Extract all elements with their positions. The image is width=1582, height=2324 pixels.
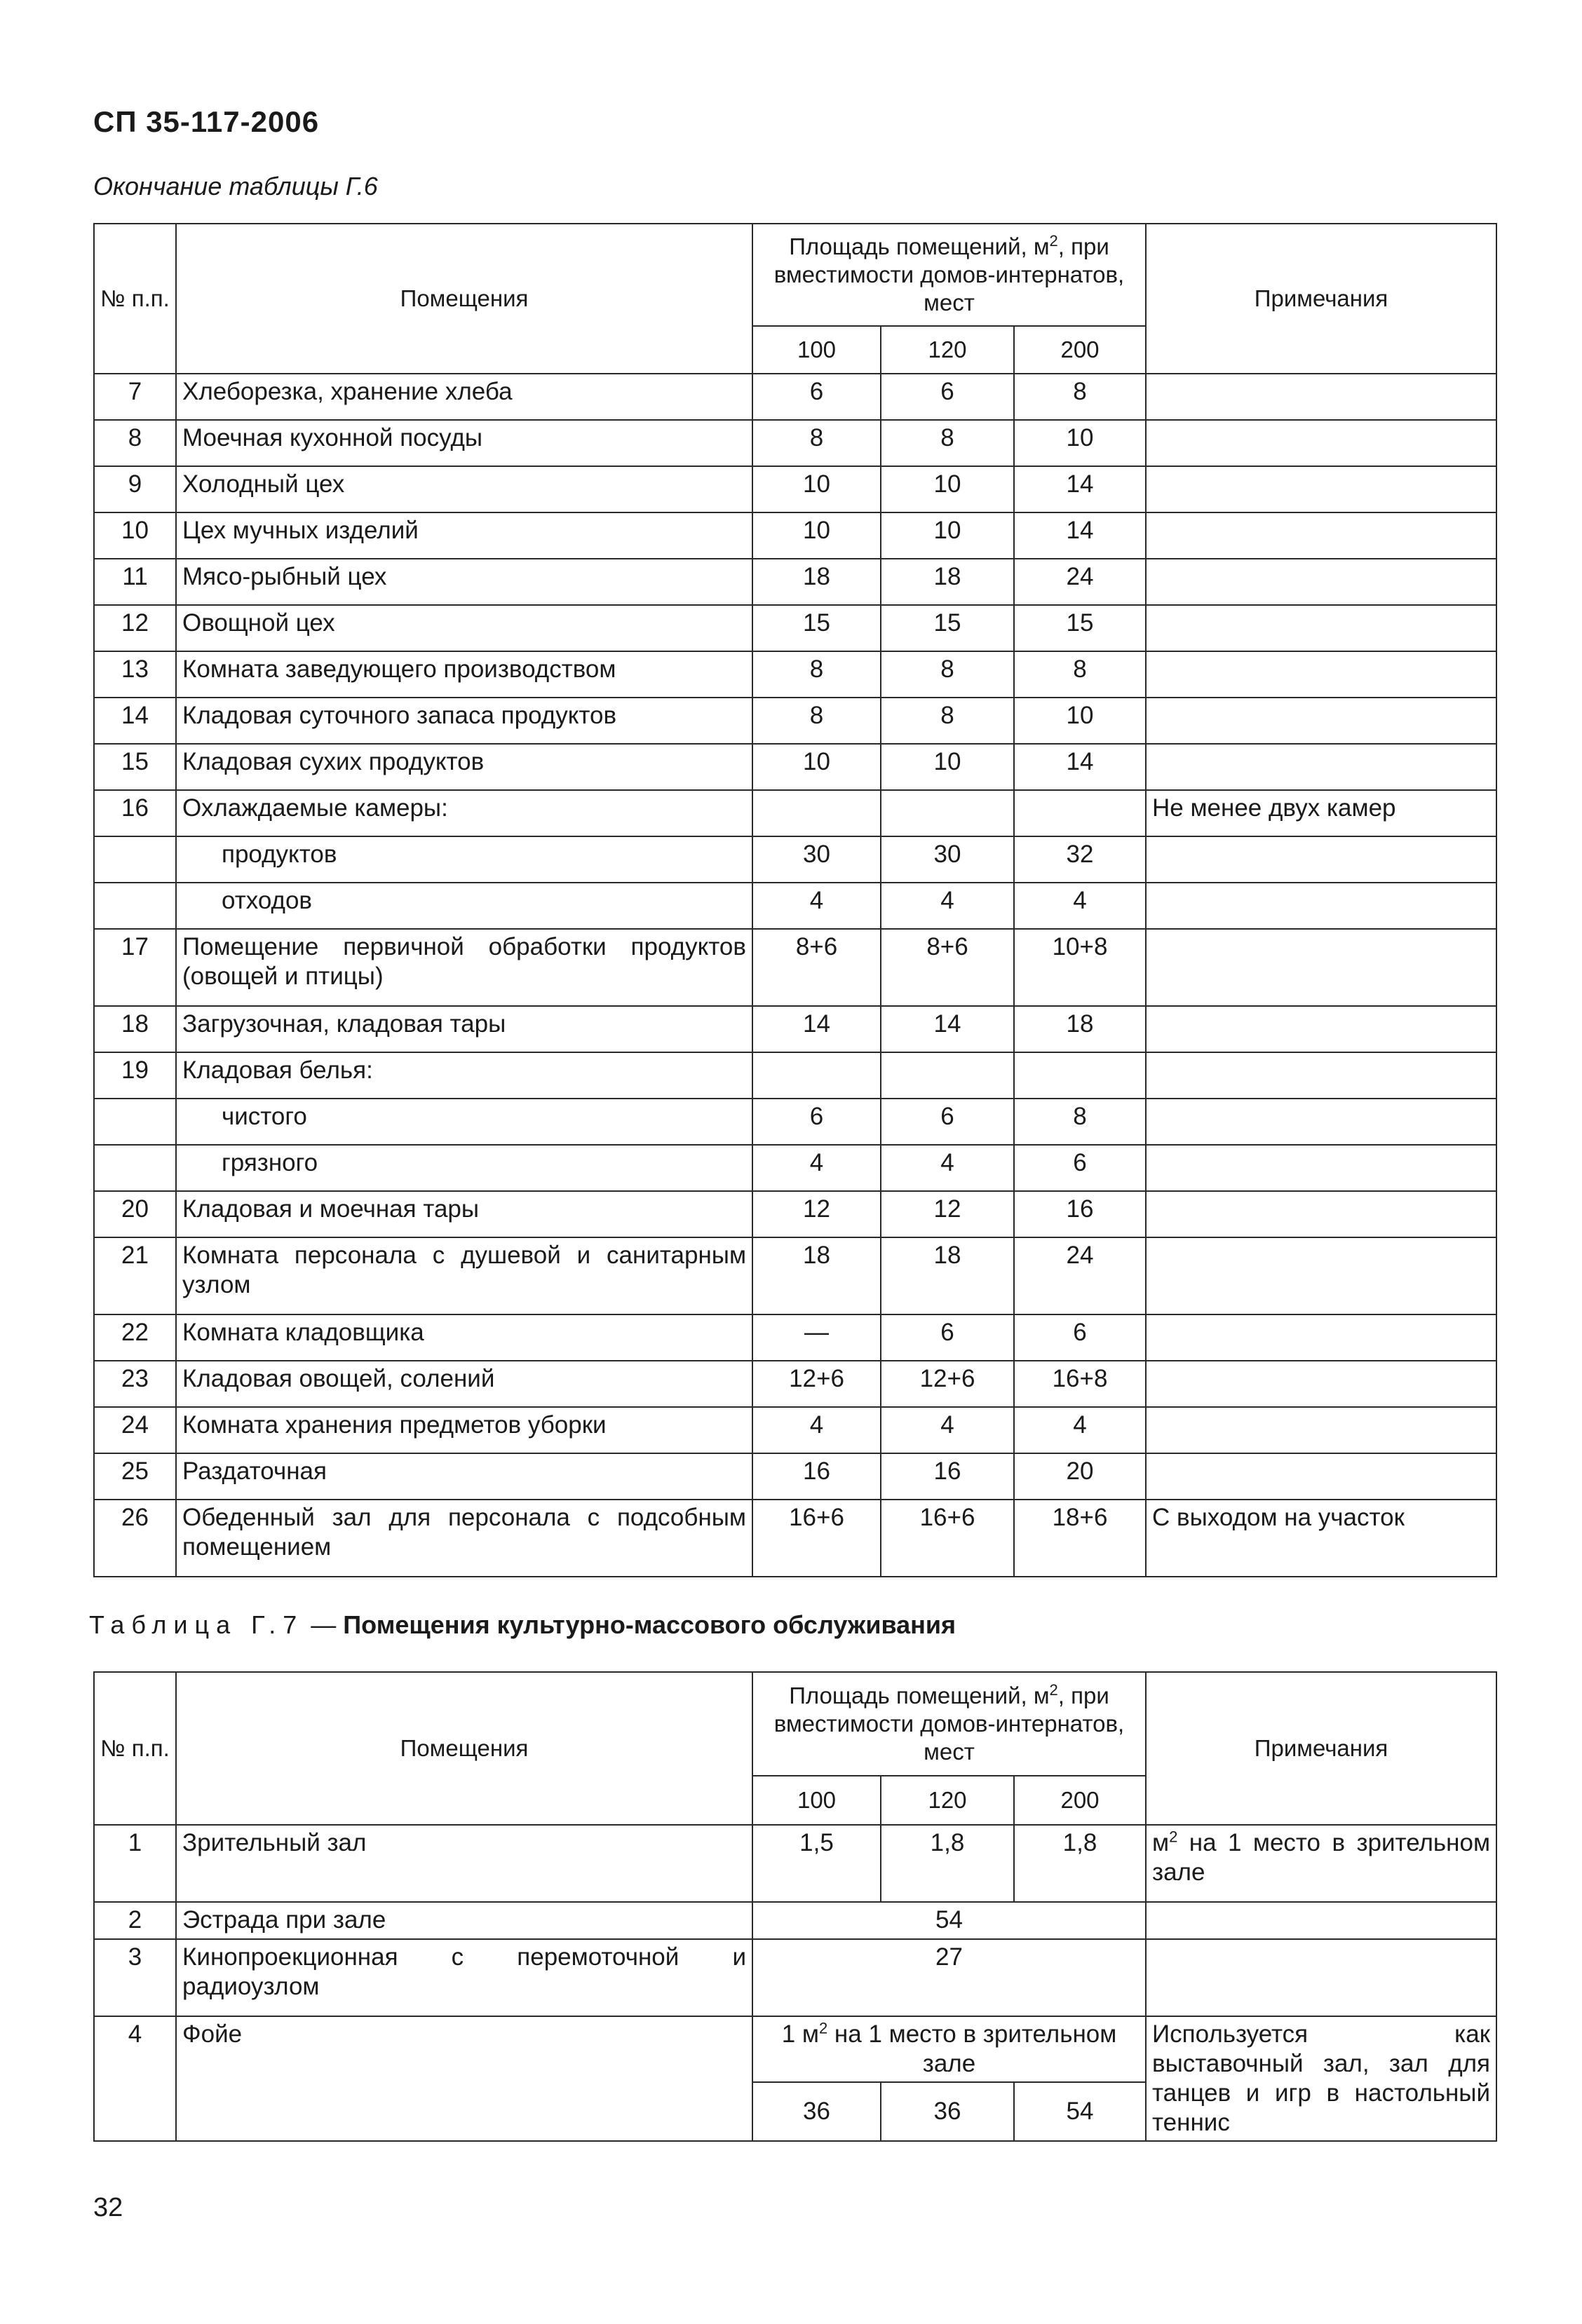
area-title-part: Площадь помещений, м (789, 1683, 1050, 1708)
room-name: Эстрада при зале (176, 1902, 752, 1939)
column-header-area (752, 224, 1146, 326)
table-continuation-label: Окончание таблицы Г.6 (93, 172, 378, 201)
area-all-capacities: 27 (752, 1939, 1146, 2016)
room-note (1146, 1006, 1496, 1052)
area-title-superscript: 2 (1049, 232, 1058, 250)
room-name: Помещение первичной обработки продуктов (овощей и птицы) (176, 929, 752, 1006)
table-row (94, 1939, 1496, 2016)
column-header-capacity-200: 200 (1014, 1776, 1146, 1825)
table-row (94, 1237, 1496, 1314)
room-name: Овощной цех (176, 605, 752, 651)
area-200: 16+8 (1014, 1361, 1146, 1407)
area-200 (1014, 1052, 1146, 1099)
room-note (1146, 605, 1496, 651)
row-number: 1 (94, 1825, 176, 1902)
row-number: 23 (94, 1361, 176, 1407)
room-name: Кинопроекционная с перемоточной и радиоузлом (176, 1939, 752, 2016)
table-row (94, 1052, 1496, 1099)
area-100: 30 (752, 836, 881, 883)
area-100: — (752, 1314, 881, 1361)
room-name: Кладовая и моечная тары (176, 1191, 752, 1237)
room-note (1146, 836, 1496, 883)
room-name: Раздаточная (176, 1453, 752, 1500)
room-name: Охлаждаемые камеры: (176, 790, 752, 836)
area-100 (752, 1052, 881, 1099)
area-120: 18 (881, 1237, 1014, 1314)
column-header-capacity-200: 200 (1014, 326, 1146, 374)
row-number: 7 (94, 374, 176, 420)
area-200: 20 (1014, 1453, 1146, 1500)
area-200: 6 (1014, 1314, 1146, 1361)
room-name: Мясо-рыбный цех (176, 559, 752, 605)
area-100: 12 (752, 1191, 881, 1237)
area-120: 4 (881, 883, 1014, 929)
room-name: Кладовая суточного запаса продуктов (176, 698, 752, 744)
room-note (1146, 1453, 1496, 1500)
area-120: 16 (881, 1453, 1014, 1500)
area-200: 18+6 (1014, 1500, 1146, 1577)
area-200: 8 (1014, 651, 1146, 698)
room-name: Моечная кухонной посуды (176, 420, 752, 466)
area-title-part: , при вместимости домов-интернатов, мест (773, 1683, 1125, 1765)
table-row (94, 605, 1496, 651)
row-number: 17 (94, 929, 176, 1006)
table-row (94, 1191, 1496, 1237)
column-header-number: № п.п. (94, 1672, 176, 1825)
area-120: 8+6 (881, 929, 1014, 1006)
area-200: 4 (1014, 1407, 1146, 1453)
row-number (94, 883, 176, 929)
area-200: 54 (1014, 2082, 1146, 2141)
table-row (94, 1361, 1496, 1407)
area-120: 10 (881, 744, 1014, 790)
area-200: 10 (1014, 698, 1146, 744)
room-name: Хлеборезка, хранение хлеба (176, 374, 752, 420)
column-header-capacity-100: 100 (752, 1776, 881, 1825)
area-100: 16 (752, 1453, 881, 1500)
table-g7-title (89, 1610, 956, 1640)
table-g7-title-dash: — (304, 1610, 344, 1639)
area-100: 8+6 (752, 929, 881, 1006)
table-row (94, 512, 1496, 559)
table-row (94, 374, 1496, 420)
area-120: 4 (881, 1145, 1014, 1191)
table-row (94, 1006, 1496, 1052)
area-title-part: , при вместимости домов-интернатов, мест (773, 233, 1125, 315)
column-header-rooms: Помещения (176, 1672, 752, 1825)
area-100: 6 (752, 1099, 881, 1145)
area-120: 8 (881, 698, 1014, 744)
area-per-seat-note (752, 2016, 1146, 2082)
row-number: 8 (94, 420, 176, 466)
area-120 (881, 790, 1014, 836)
row-number: 9 (94, 466, 176, 512)
area-120: 18 (881, 559, 1014, 605)
area-100: 4 (752, 1145, 881, 1191)
room-note (1146, 1361, 1496, 1407)
merged-part: на 1 место в зрительном зале (827, 2020, 1117, 2077)
room-name: отходов (176, 883, 752, 929)
area-120: 6 (881, 374, 1014, 420)
column-header-number: № п.п. (94, 224, 176, 374)
row-number: 25 (94, 1453, 176, 1500)
room-name: грязного (176, 1145, 752, 1191)
table-row (94, 466, 1496, 512)
area-120: 10 (881, 466, 1014, 512)
area-200: 16 (1014, 1191, 1146, 1237)
area-120 (881, 1052, 1014, 1099)
room-name: Кладовая овощей, солений (176, 1361, 752, 1407)
room-name: чистого (176, 1099, 752, 1145)
room-note (1146, 512, 1496, 559)
table-row (94, 559, 1496, 605)
area-120: 8 (881, 651, 1014, 698)
area-200: 8 (1014, 1099, 1146, 1145)
room-name: Комната заведующего производством (176, 651, 752, 698)
room-note: Не менее двух камер (1146, 790, 1496, 836)
table-row (94, 2016, 1496, 2082)
room-note (1146, 559, 1496, 605)
room-name: Обеденный зал для персонала с подсобным помещением (176, 1500, 752, 1577)
area-100: 14 (752, 1006, 881, 1052)
note-part: м (1152, 1829, 1170, 1856)
row-number: 14 (94, 698, 176, 744)
table-row (94, 651, 1496, 698)
area-100: 18 (752, 1237, 881, 1314)
area-100: 18 (752, 559, 881, 605)
table-row (94, 883, 1496, 929)
room-name: Зрительный зал (176, 1825, 752, 1902)
table-row (94, 1145, 1496, 1191)
note-superscript: 2 (1169, 1828, 1178, 1846)
area-100: 12+6 (752, 1361, 881, 1407)
area-100: 8 (752, 651, 881, 698)
room-note (1146, 374, 1496, 420)
table-g6 (93, 223, 1497, 1577)
area-200: 6 (1014, 1145, 1146, 1191)
room-note (1146, 466, 1496, 512)
note-part: на 1 место в зрительном зале (1152, 1829, 1491, 1886)
area-120: 36 (881, 2082, 1014, 2141)
area-200: 14 (1014, 466, 1146, 512)
column-header-capacity-100: 100 (752, 326, 881, 374)
area-100: 16+6 (752, 1500, 881, 1577)
area-120: 15 (881, 605, 1014, 651)
area-100: 10 (752, 744, 881, 790)
area-120: 12 (881, 1191, 1014, 1237)
area-100: 1,5 (752, 1825, 881, 1902)
room-note (1146, 1052, 1496, 1099)
area-200: 1,8 (1014, 1825, 1146, 1902)
room-note: Используется как выставочный зал, зал для танцев и игр в настольный теннис (1146, 2016, 1496, 2141)
area-200: 10+8 (1014, 929, 1146, 1006)
row-number (94, 1099, 176, 1145)
column-header-notes: Примечания (1146, 1672, 1496, 1825)
area-100: 8 (752, 420, 881, 466)
table-row (94, 836, 1496, 883)
table-row (94, 1099, 1496, 1145)
area-100: 36 (752, 2082, 881, 2141)
area-120: 6 (881, 1314, 1014, 1361)
row-number: 13 (94, 651, 176, 698)
room-note (1146, 929, 1496, 1006)
column-header-notes: Примечания (1146, 224, 1496, 374)
area-200: 14 (1014, 744, 1146, 790)
room-note (1146, 1825, 1496, 1902)
table-row (94, 790, 1496, 836)
merged-part: 1 м (781, 2020, 819, 2048)
area-200: 15 (1014, 605, 1146, 651)
room-name: Кладовая белья: (176, 1052, 752, 1099)
row-number: 3 (94, 1939, 176, 2016)
area-120: 14 (881, 1006, 1014, 1052)
table-row (94, 698, 1496, 744)
row-number: 20 (94, 1191, 176, 1237)
area-120: 6 (881, 1099, 1014, 1145)
row-number: 22 (94, 1314, 176, 1361)
area-100: 15 (752, 605, 881, 651)
room-note (1146, 1099, 1496, 1145)
area-all-capacities: 54 (752, 1902, 1146, 1939)
room-note (1146, 1902, 1496, 1939)
table-row (94, 1902, 1496, 1939)
room-name: Цех мучных изделий (176, 512, 752, 559)
area-100: 10 (752, 512, 881, 559)
table-row (94, 1825, 1496, 1902)
row-number: 4 (94, 2016, 176, 2141)
table-row (94, 1314, 1496, 1361)
column-header-capacity-120: 120 (881, 326, 1014, 374)
column-header-area (752, 1672, 1146, 1776)
room-note (1146, 1939, 1496, 2016)
page-number: 32 (93, 2193, 123, 2222)
room-name: Комната персонала с душевой и санитарным узлом (176, 1237, 752, 1314)
area-120: 12+6 (881, 1361, 1014, 1407)
area-200: 18 (1014, 1006, 1146, 1052)
row-number: 11 (94, 559, 176, 605)
area-100: 4 (752, 883, 881, 929)
room-note (1146, 1237, 1496, 1314)
row-number: 15 (94, 744, 176, 790)
area-120: 4 (881, 1407, 1014, 1453)
room-name: Фойе (176, 2016, 752, 2141)
area-120: 10 (881, 512, 1014, 559)
room-note (1146, 698, 1496, 744)
room-note (1146, 744, 1496, 790)
area-100: 10 (752, 466, 881, 512)
room-name: Холодный цех (176, 466, 752, 512)
area-100: 6 (752, 374, 881, 420)
area-200: 10 (1014, 420, 1146, 466)
table-row (94, 1407, 1496, 1453)
room-note (1146, 1145, 1496, 1191)
room-note (1146, 1407, 1496, 1453)
room-name: Комната кладовщика (176, 1314, 752, 1361)
row-number (94, 1145, 176, 1191)
area-100 (752, 790, 881, 836)
document-code: СП 35-117-2006 (93, 105, 320, 138)
row-number: 12 (94, 605, 176, 651)
table-g7-title-text: Помещения культурно-массового обслуживания (343, 1610, 956, 1639)
room-name: Комната хранения предметов уборки (176, 1407, 752, 1453)
table-row (94, 929, 1496, 1006)
table-row (94, 1500, 1496, 1577)
area-200: 24 (1014, 1237, 1146, 1314)
room-note (1146, 420, 1496, 466)
table-g7 (93, 1671, 1497, 2142)
area-200: 32 (1014, 836, 1146, 883)
area-200: 8 (1014, 374, 1146, 420)
row-number: 21 (94, 1237, 176, 1314)
area-200: 4 (1014, 883, 1146, 929)
row-number: 16 (94, 790, 176, 836)
row-number: 19 (94, 1052, 176, 1099)
table-row (94, 420, 1496, 466)
room-note (1146, 651, 1496, 698)
room-name: Кладовая сухих продуктов (176, 744, 752, 790)
area-120: 8 (881, 420, 1014, 466)
row-number: 26 (94, 1500, 176, 1577)
room-note (1146, 1314, 1496, 1361)
area-100: 4 (752, 1407, 881, 1453)
room-note (1146, 883, 1496, 929)
area-120: 16+6 (881, 1500, 1014, 1577)
area-120: 30 (881, 836, 1014, 883)
room-name: продуктов (176, 836, 752, 883)
row-number: 24 (94, 1407, 176, 1453)
room-note (1146, 1191, 1496, 1237)
area-title-part: Площадь помещений, м (789, 233, 1050, 259)
row-number: 10 (94, 512, 176, 559)
column-header-rooms: Помещения (176, 224, 752, 374)
area-100: 8 (752, 698, 881, 744)
area-200: 24 (1014, 559, 1146, 605)
row-number (94, 836, 176, 883)
area-120: 1,8 (881, 1825, 1014, 1902)
room-name: Загрузочная, кладовая тары (176, 1006, 752, 1052)
area-200 (1014, 790, 1146, 836)
table-g7-title-prefix: Таблица Г.7 (89, 1610, 304, 1639)
row-number: 2 (94, 1902, 176, 1939)
table-row (94, 744, 1496, 790)
area-200: 14 (1014, 512, 1146, 559)
room-note: С выходом на участок (1146, 1500, 1496, 1577)
table-row (94, 1453, 1496, 1500)
column-header-capacity-120: 120 (881, 1776, 1014, 1825)
area-title-superscript: 2 (1049, 1681, 1058, 1699)
row-number: 18 (94, 1006, 176, 1052)
merged-superscript: 2 (818, 2019, 828, 2037)
